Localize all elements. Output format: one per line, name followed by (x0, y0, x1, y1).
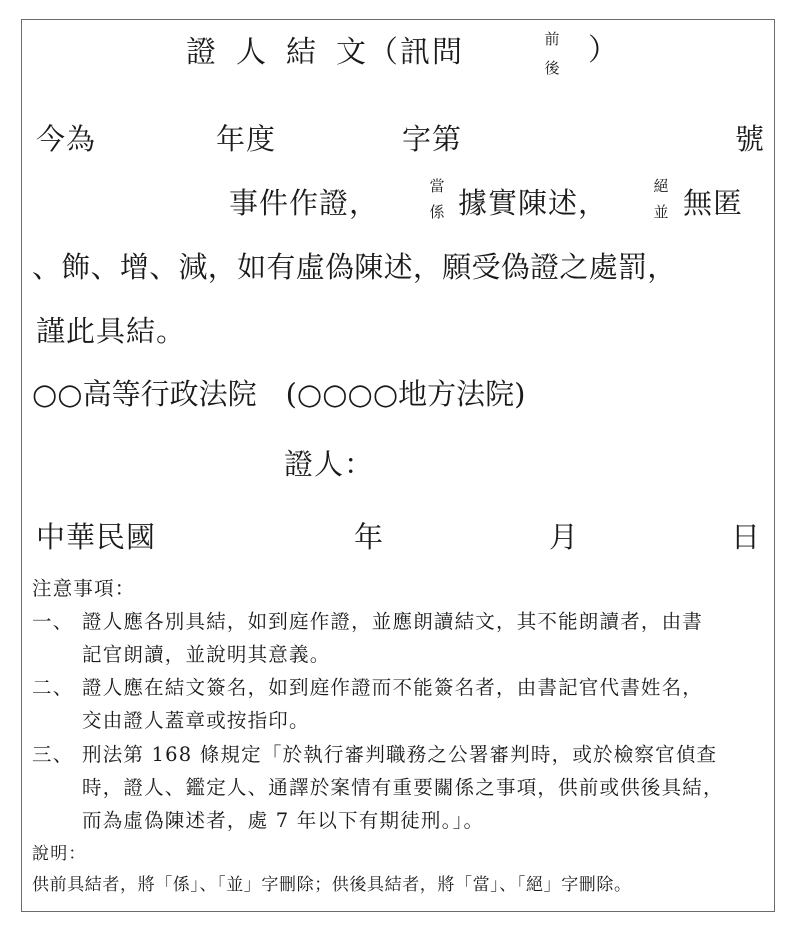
title-paren-open: （ (368, 35, 400, 70)
date-day-label: 日 (731, 520, 762, 554)
note-3-line-1: 刑法第 168 條規定「於執行審判職務之公署審判時，或於檢察官偵查 (82, 743, 718, 766)
title-char: 結 (286, 35, 318, 70)
note-2-line-2: 交由證人蓋章或按指印。 (82, 709, 310, 732)
testimony-text: 事件作證， (229, 186, 380, 220)
note-3-line-3: 而為虛偽陳述者，處 7 年以下有期徒刑。」。 (82, 809, 485, 832)
note-1-line-1: 證人應各別具結，如到庭作證，並應朗讀結文，其不能朗讀者，由書 (82, 610, 704, 633)
title-paren-close: ） (588, 33, 618, 68)
witness-signature-label: 證人： (284, 447, 375, 481)
title-interrogation: 訊問 (400, 35, 464, 70)
perjury-clause: 、飾、增、減，如有虛偽陳述，願受偽證之處罰， (32, 250, 677, 284)
note-2-line-1: 證人應在結文簽名，如到庭作證而不能簽名者，由書記官代書姓名， (82, 676, 704, 699)
case-year-label: 年度 (216, 122, 277, 156)
note-3-number: 三、 (32, 743, 74, 766)
no-concealment-text: 無匿 (683, 186, 744, 220)
date-year-label: 年 (354, 520, 385, 554)
notes-heading: 注意事項： (32, 577, 136, 600)
annotation-xi: 係 (429, 203, 445, 222)
title-stack-before: 前 (544, 30, 560, 48)
annotation-jue: 絕 (653, 177, 669, 195)
title-char: 文 (336, 35, 368, 70)
case-character-label: 字第 (402, 122, 463, 156)
note-1-line-2: 記官朗讀，並說明其意義。 (82, 643, 331, 666)
note-2-number: 二、 (32, 676, 74, 699)
oath-closing: 謹此具結。 (36, 314, 187, 348)
annotation-stack-jue-bing (651, 173, 671, 226)
title-before-after-stack (541, 25, 563, 82)
annotation-stack-dang-xi (427, 173, 447, 226)
explanation-text: 供前具結者，將「係」、「並」字刪除；供後具結者，將「當」、「絕」字刪除。 (32, 875, 632, 895)
case-prefix: 今為 (36, 122, 97, 156)
explanation-heading: 說明： (32, 844, 87, 864)
date-era: 中華民國 (36, 520, 157, 554)
annotation-dang: 當 (429, 177, 445, 195)
title-char: 人 (236, 35, 268, 70)
document-title (186, 35, 464, 70)
court-name: ○○高等行政法院 (○○○○地方法院) (32, 377, 526, 411)
note-1-number: 一、 (32, 610, 74, 633)
case-number-label: 號 (735, 122, 766, 156)
date-month-label: 月 (549, 520, 580, 554)
annotation-bing: 並 (653, 203, 669, 222)
title-stack-after: 後 (544, 58, 560, 77)
truthful-statement-text: 據實陳述， (458, 186, 609, 220)
note-3-line-2: 時，證人、鑑定人、通譯於案情有重要關係之事項，供前或供後具結， (82, 776, 724, 799)
title-char: 證 (186, 35, 218, 70)
